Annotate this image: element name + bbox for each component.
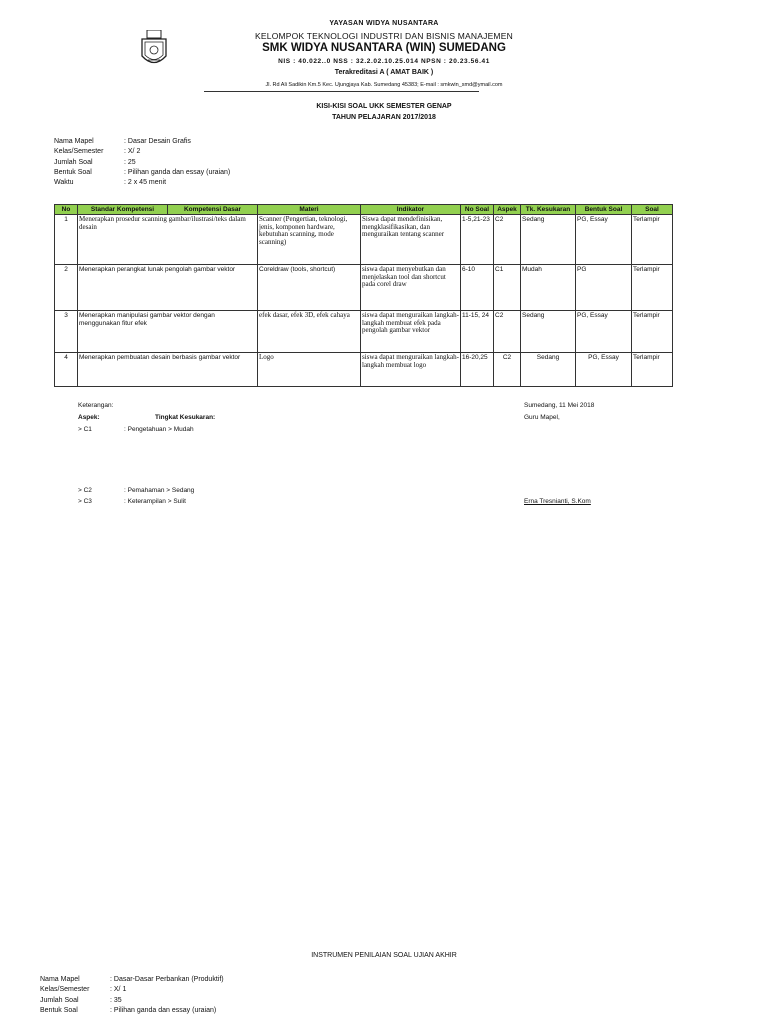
- cell-kompetensi: Menerapkan perangkat lunak pengolah gambar vektor: [78, 265, 258, 311]
- cell-indikator: siswa dapat menguraikan langkah-langkah membuat efek pada pengolah gambar vektor: [361, 311, 461, 353]
- cell-aspek: C2: [494, 215, 521, 265]
- legend-desc: : Pengetahuan > Mudah: [124, 426, 194, 433]
- legend-desc: : Keterampilan > Sulit: [124, 498, 186, 505]
- cell-soal: Terlampir: [632, 353, 673, 387]
- cell-materi: efek dasar, efek 3D, efek cahaya: [258, 311, 361, 353]
- table-row: [55, 353, 673, 387]
- cell-indikator: siswa dapat menyebutkan dan menjelaskan tool dan shortcut pada corel draw: [361, 265, 461, 311]
- cell-materi: Coreldraw (tools, shortcut): [258, 265, 361, 311]
- column-header: Aspek: [494, 205, 521, 215]
- column-header: Indikator: [361, 205, 461, 215]
- cell-aspek: C2: [494, 311, 521, 353]
- info-label: Jumlah Soal: [54, 158, 93, 166]
- column-header: Soal: [632, 205, 673, 215]
- info-label: Bentuk Soal: [40, 1006, 78, 1014]
- info-value: : 2 x 45 menit: [124, 179, 167, 187]
- cell-kompetensi: Menerapkan manipulasi gambar vektor dengan menggunakan fitur efek: [78, 311, 258, 353]
- info-label: Kelas/Semester: [40, 986, 90, 994]
- tingkat-label: Tingkat Kesukaran:: [155, 414, 216, 421]
- cell-soal: Terlampir: [632, 311, 673, 353]
- legend-code: > C1: [78, 426, 92, 433]
- cell-tingkat: Sedang: [521, 311, 576, 353]
- info-label: Nama Mapel: [54, 138, 94, 145]
- cell-kompetensi: Menerapkan prosedur scanning gambar/ilustrasi/teks dalam desain: [78, 215, 258, 265]
- doc-title: KISI-KISI SOAL UKK SEMESTER GENAP: [316, 103, 452, 110]
- foundation-name: YAYASAN WIDYA NUSANTARA: [329, 20, 439, 27]
- section2-info: [40, 975, 360, 1021]
- column-header: No: [55, 205, 78, 215]
- header-divider: [204, 91, 479, 92]
- info-label: Bentuk Soal: [54, 168, 92, 176]
- info-label: Kelas/Semester: [54, 148, 104, 156]
- cell-bentuk: PG, Essay: [576, 215, 632, 265]
- cell-soal: Terlampir: [632, 265, 673, 311]
- school-address: Jl. Rd Ali Sadikin Km.5 Kec. Ujungjaya Kab. Sumedang 45383; E-mail : smkwin_smd@ymail.com: [265, 82, 503, 88]
- table-row: [55, 215, 673, 265]
- section2-title: INSTRUMEN PENILAIAN SOAL UJIAN AKHIR: [311, 952, 457, 959]
- doc-subtitle: TAHUN PELAJARAN 2017/2018: [332, 114, 436, 121]
- cell-bentuk: PG, Essay: [576, 353, 632, 387]
- cell-no-soal: 16-20,25: [461, 353, 494, 387]
- cell-bentuk: PG: [576, 265, 632, 311]
- info-label: Nama Mapel: [40, 976, 80, 983]
- table-row: [55, 265, 673, 311]
- school-name: SMK WIDYA NUSANTARA (WIN) SUMEDANG: [262, 42, 506, 54]
- legend-desc: : Pemahaman > Sedang: [124, 487, 195, 494]
- cell-bentuk: PG, Essay: [576, 311, 632, 353]
- info-value: : Dasar Desain Grafis: [124, 138, 191, 145]
- cell-no-soal: 11-15, 24: [461, 311, 494, 353]
- kisi-kisi-table: [54, 204, 673, 387]
- cell-tingkat: Mudah: [521, 265, 576, 311]
- accreditation: Terakreditasi A ( AMAT BAIK ): [334, 69, 434, 76]
- column-header: Materi: [258, 205, 361, 215]
- info-value: : X/ 1: [110, 986, 127, 994]
- cell-materi: Logo: [258, 353, 361, 387]
- table-row: [55, 311, 673, 353]
- cell-no-soal: 6-10: [461, 265, 494, 311]
- cell-materi: Scanner (Pengertian, teknologi, jenis, komponen hardware, kebutuhan scanning, mode scanning): [258, 215, 361, 265]
- cell-aspek: C2: [494, 353, 521, 387]
- cell-indikator: siswa dapat menguraikan langkah-langkah membuat logo: [361, 353, 461, 387]
- info-label: Jumlah Soal: [40, 996, 79, 1004]
- cell-soal: Terlampir: [632, 215, 673, 265]
- table-header-row: [55, 205, 673, 215]
- signature-place-date: Sumedang, 11 Mei 2018: [524, 402, 595, 409]
- column-header: No Soal: [461, 205, 494, 215]
- cell-no: 4: [55, 353, 78, 387]
- column-header: Standar Kompetensi: [78, 205, 168, 215]
- column-header: Bentuk Soal: [576, 205, 632, 215]
- signature-role: Guru Mapel,: [524, 414, 560, 421]
- group-name: KELOMPOK TEKNOLOGI INDUSTRI DAN BISNIS MANAJEMEN: [255, 31, 513, 41]
- column-header: Kompetensi Dasar: [168, 205, 258, 215]
- school-numbers: NIS : 40.022..0 NSS : 32.2.02.10.25.014 NPSN : 20.23.56.41: [278, 58, 490, 65]
- cell-no: 3: [55, 311, 78, 353]
- signature-name: Erna Tresnianti, S.Kom: [524, 498, 591, 505]
- aspek-label: Aspek:: [78, 414, 100, 421]
- info-value: : 35: [110, 996, 122, 1004]
- legend-code: > C3: [78, 498, 92, 505]
- cell-tingkat: Sedang: [521, 215, 576, 265]
- info-value: : 25: [124, 158, 136, 166]
- cell-tingkat: Sedang: [521, 353, 576, 387]
- cell-aspek: C1: [494, 265, 521, 311]
- cell-no: 2: [55, 265, 78, 311]
- column-header: Tk. Kesukaran: [521, 205, 576, 215]
- info-value: : Pilihan ganda dan essay (uraian): [110, 1006, 217, 1014]
- cell-no: 1: [55, 215, 78, 265]
- cell-kompetensi: Menerapkan pembuatan desain berbasis gambar vektor: [78, 353, 258, 387]
- cell-indikator: Siswa dapat mendefinisikan, mengklasifikasikan, dan menguraikan tentang scanner: [361, 215, 461, 265]
- cell-no-soal: 1-5,21-23: [461, 215, 494, 265]
- subject-info: [54, 137, 354, 193]
- notes-label: Keterangan:: [78, 402, 114, 409]
- info-value: : Dasar-Dasar Perbankan (Produktif): [110, 976, 224, 983]
- info-value: : Pilihan ganda dan essay (uraian): [124, 168, 231, 176]
- legend-code: > C2: [78, 487, 92, 494]
- info-label: Waktu: [54, 179, 74, 187]
- info-value: : X/ 2: [124, 148, 141, 156]
